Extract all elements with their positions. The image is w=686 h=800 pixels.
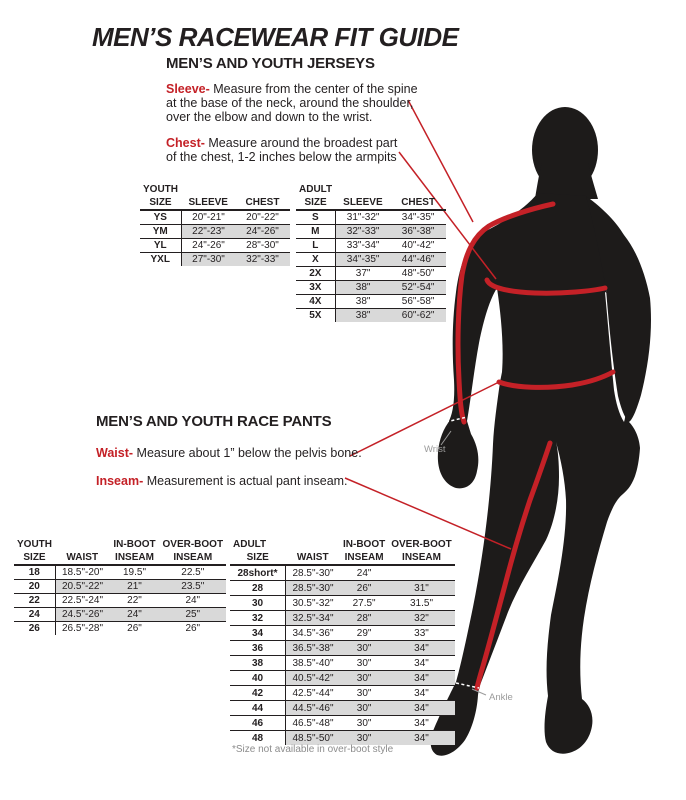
table-row [230, 671, 455, 686]
table-cell: 31" [388, 581, 455, 596]
table-row [230, 565, 455, 581]
table-header-cell: SIZE [14, 551, 55, 565]
table-row [140, 210, 290, 225]
table-header-row [140, 196, 290, 210]
table-cell: 24"-26" [181, 239, 236, 253]
table-header-cell [391, 183, 446, 196]
table-header-cell: CHEST [391, 196, 446, 210]
table-cell: 30" [340, 716, 388, 731]
table-cell: S [296, 210, 335, 225]
table-cell: 28short* [230, 565, 286, 581]
table-header-cell: CHEST [236, 196, 290, 210]
table-header-row [140, 183, 290, 196]
table-cell: 27"-30" [181, 253, 236, 267]
table-cell: 33" [388, 626, 455, 641]
table-header-row [296, 183, 446, 196]
table-row [230, 641, 455, 656]
table-cell: 56"-58" [391, 295, 446, 309]
table-cell: 34"-35" [401, 212, 435, 223]
table-cell: 30" [340, 641, 388, 656]
table-cell: 26" [160, 622, 227, 636]
sleeve-instruction-line: over the elbow and down to the wrist. [166, 109, 373, 124]
table-row [230, 626, 455, 641]
inseam-instruction-line: Measurement is actual pant inseam. [146, 474, 348, 488]
table-cell: 34" [388, 656, 455, 671]
table-cell: YL [140, 239, 181, 253]
table-cell: 36 [230, 641, 286, 656]
table-cell: 40.5"-42" [286, 671, 341, 686]
table-cell: 24 [14, 608, 55, 622]
chest-instruction-line: Measure around the broadest part [208, 136, 398, 150]
waist-instruction [96, 447, 362, 461]
table-cell: 60"-62" [391, 309, 446, 323]
table-header-cell [55, 538, 110, 551]
table-cell: 38.5"-40" [286, 656, 341, 671]
table-header-cell: OVER-BOOT [162, 539, 224, 550]
table-header-cell: SIZE [140, 196, 181, 210]
table-header-cell: WAIST [55, 551, 110, 565]
table-header-cell: SIZE [296, 196, 335, 210]
adult-jersey-size-table [296, 183, 446, 322]
sleeve-instruction [166, 83, 418, 124]
table-cell: 22"-23" [181, 225, 236, 239]
table-row [14, 594, 226, 608]
waist-instruction-line: Measure about 1” below the pelvis bone. [136, 446, 362, 460]
chest-instruction-line: of the chest, 1-2 inches below the armpits [166, 149, 397, 164]
table-cell: 34" [388, 731, 455, 746]
table-cell: 40"-42" [391, 239, 446, 253]
table-header-cell: WAIST [286, 551, 341, 565]
table-cell: 26.5"-28" [55, 622, 110, 636]
table-cell: 32"-33" [335, 225, 391, 239]
table-cell: 32 [230, 611, 286, 626]
table-cell: 24" [110, 608, 160, 622]
table-cell: 34" [388, 701, 455, 716]
ankle-label: Ankle [489, 692, 513, 703]
table-cell: 24"-26" [236, 225, 290, 239]
table-header-cell [181, 183, 236, 196]
table-row [296, 253, 446, 267]
table-row [230, 731, 455, 746]
table-row [140, 239, 290, 253]
table-cell: 20 [14, 580, 55, 594]
table-cell: 34.5"-36" [286, 626, 341, 641]
table-cell: 28"-30" [236, 239, 290, 253]
table-header-cell: SIZE [230, 551, 286, 565]
table-row [230, 611, 455, 626]
table-cell: 44"-46" [391, 253, 446, 267]
table-row [14, 565, 226, 580]
table-cell: 28.5"-30" [286, 581, 341, 596]
table-cell: 31"-32" [346, 212, 380, 223]
table-row [14, 580, 226, 594]
table-cell: 19.5" [122, 567, 146, 578]
table-cell: 20"-21" [192, 212, 225, 223]
table-header-cell: YOUTH [17, 539, 52, 550]
table-cell: 24.5"-26" [55, 608, 110, 622]
table-cell: 34" [388, 686, 455, 701]
youth-jersey-size-table [140, 183, 290, 266]
table-header-cell [236, 183, 290, 196]
table-row [296, 239, 446, 253]
table-cell: 42 [230, 686, 286, 701]
inseam-instruction [96, 475, 348, 489]
table-header-cell: OVER-BOOT [391, 539, 452, 550]
table-cell: M [296, 225, 335, 239]
table-cell: YM [140, 225, 181, 239]
adult-pants-size-table [230, 538, 455, 745]
table-cell: 30" [340, 701, 388, 716]
jerseys-section-heading: MEN’S AND YOUTH JERSEYS [166, 55, 375, 72]
table-cell: 38" [335, 309, 391, 323]
table-header-cell: ADULT [233, 539, 267, 550]
table-header-row [230, 538, 455, 551]
table-cell: YXL [140, 253, 181, 267]
table-row [296, 210, 446, 225]
table-cell: 30 [230, 596, 286, 611]
table-cell: 18.5"-20" [61, 567, 103, 578]
wrist-label: Wrist [424, 444, 446, 455]
table-row [230, 686, 455, 701]
table-cell: 26" [340, 581, 388, 596]
table-row [230, 596, 455, 611]
table-header-cell: IN-BOOT [113, 539, 156, 550]
table-cell: 40 [230, 671, 286, 686]
table-cell: 23.5" [160, 580, 227, 594]
table-cell: 38 [230, 656, 286, 671]
table-cell: 3X [296, 281, 335, 295]
table-cell: 24" [160, 594, 227, 608]
table-header-cell: SLEEVE [335, 196, 391, 210]
table-cell: 46.5"-48" [286, 716, 341, 731]
table-row [296, 267, 446, 281]
table-cell: 24" [356, 567, 372, 579]
sleeve-instruction-label: Sleeve- [166, 82, 210, 96]
table-row [296, 309, 446, 323]
table-cell: 28" [340, 611, 388, 626]
table-cell: 37" [335, 267, 391, 281]
table-row [296, 225, 446, 239]
table-cell: 20"-22" [246, 212, 279, 223]
table-cell: 18 [14, 565, 55, 580]
table-cell: 26" [110, 622, 160, 636]
table-cell: 52"-54" [391, 281, 446, 295]
table-cell: 21" [110, 580, 160, 594]
table-row [230, 581, 455, 596]
table-cell: 20.5"-22" [55, 580, 110, 594]
table-row [296, 281, 446, 295]
table-cell: 48.5"-50" [286, 731, 341, 746]
table-header-cell: IN-BOOT [343, 539, 386, 550]
table-cell: 25" [160, 608, 227, 622]
table-cell: 46 [230, 716, 286, 731]
table-cell: 34" [388, 641, 455, 656]
table-cell: 36"-38" [391, 225, 446, 239]
sleeve-instruction-line: at the base of the neck, around the shoulder, [166, 95, 414, 110]
youth-pants-size-table [14, 538, 226, 635]
table-cell: 38" [335, 295, 391, 309]
table-cell: 2X [296, 267, 335, 281]
table-cell: 30" [340, 731, 388, 746]
table-cell: 32" [388, 611, 455, 626]
table-cell: 4X [296, 295, 335, 309]
inseam-instruction-label: Inseam- [96, 474, 144, 488]
table-cell: 32.5"-34" [286, 611, 341, 626]
table-header-cell: INSEAM [110, 551, 160, 565]
table-cell: 32"-33" [236, 253, 290, 267]
table-cell: 29" [340, 626, 388, 641]
table-header-row [230, 551, 455, 565]
table-cell: 28 [230, 581, 286, 596]
table-cell: 34"-35" [335, 253, 391, 267]
table-cell: 30" [340, 686, 388, 701]
table-cell: 34" [388, 716, 455, 731]
table-cell: 30" [340, 671, 388, 686]
table-cell: 44 [230, 701, 286, 716]
pants-section-heading: MEN’S AND YOUTH RACE PANTS [96, 413, 332, 430]
waist-instruction-label: Waist- [96, 446, 134, 460]
table-cell: X [296, 253, 335, 267]
chest-instruction [166, 137, 397, 165]
table-cell: 48 [230, 731, 286, 746]
table-cell: YS [140, 210, 181, 225]
table-cell: 31.5" [388, 596, 455, 611]
table-cell: 28.5"-30" [292, 567, 334, 579]
table-cell: L [296, 239, 335, 253]
table-header-cell [335, 183, 391, 196]
table-cell: 22.5"-24" [55, 594, 110, 608]
table-cell: 33"-34" [335, 239, 391, 253]
size-footnote: *Size not available in over-boot style [232, 744, 394, 755]
table-cell: 5X [296, 309, 335, 323]
table-header-cell: SLEEVE [181, 196, 236, 210]
table-cell [388, 565, 455, 581]
table-row [230, 716, 455, 731]
table-header-row [296, 196, 446, 210]
table-cell: 22 [14, 594, 55, 608]
table-row [296, 295, 446, 309]
table-row [140, 225, 290, 239]
table-cell: 44.5"-46" [286, 701, 341, 716]
table-row [14, 608, 226, 622]
table-cell: 30.5"-32" [286, 596, 341, 611]
table-cell: 38" [335, 281, 391, 295]
page-title: MEN’S RACEWEAR FIT GUIDE [92, 22, 459, 52]
table-header-cell: INSEAM [160, 551, 227, 565]
table-cell: 27.5" [340, 596, 388, 611]
table-row [140, 253, 290, 267]
table-cell: 34 [230, 626, 286, 641]
table-cell: 22" [110, 594, 160, 608]
table-cell: 30" [340, 656, 388, 671]
table-header-row [14, 538, 226, 551]
chest-instruction-label: Chest- [166, 136, 205, 150]
table-row [14, 622, 226, 636]
table-header-cell: YOUTH [143, 184, 178, 195]
table-cell: 22.5" [181, 567, 205, 578]
table-cell: 36.5"-38" [286, 641, 341, 656]
table-cell: 48"-50" [391, 267, 446, 281]
table-header-cell [286, 538, 341, 551]
table-row [230, 701, 455, 716]
table-header-cell: INSEAM [340, 551, 388, 565]
table-cell: 42.5"-44" [286, 686, 341, 701]
sleeve-instruction-line: Measure from the center of the spine [213, 82, 418, 96]
table-cell: 26 [14, 622, 55, 636]
table-cell: 34" [388, 671, 455, 686]
table-header-cell: ADULT [299, 184, 333, 195]
table-row [230, 656, 455, 671]
table-header-row [14, 551, 226, 565]
table-header-cell: INSEAM [388, 551, 455, 565]
